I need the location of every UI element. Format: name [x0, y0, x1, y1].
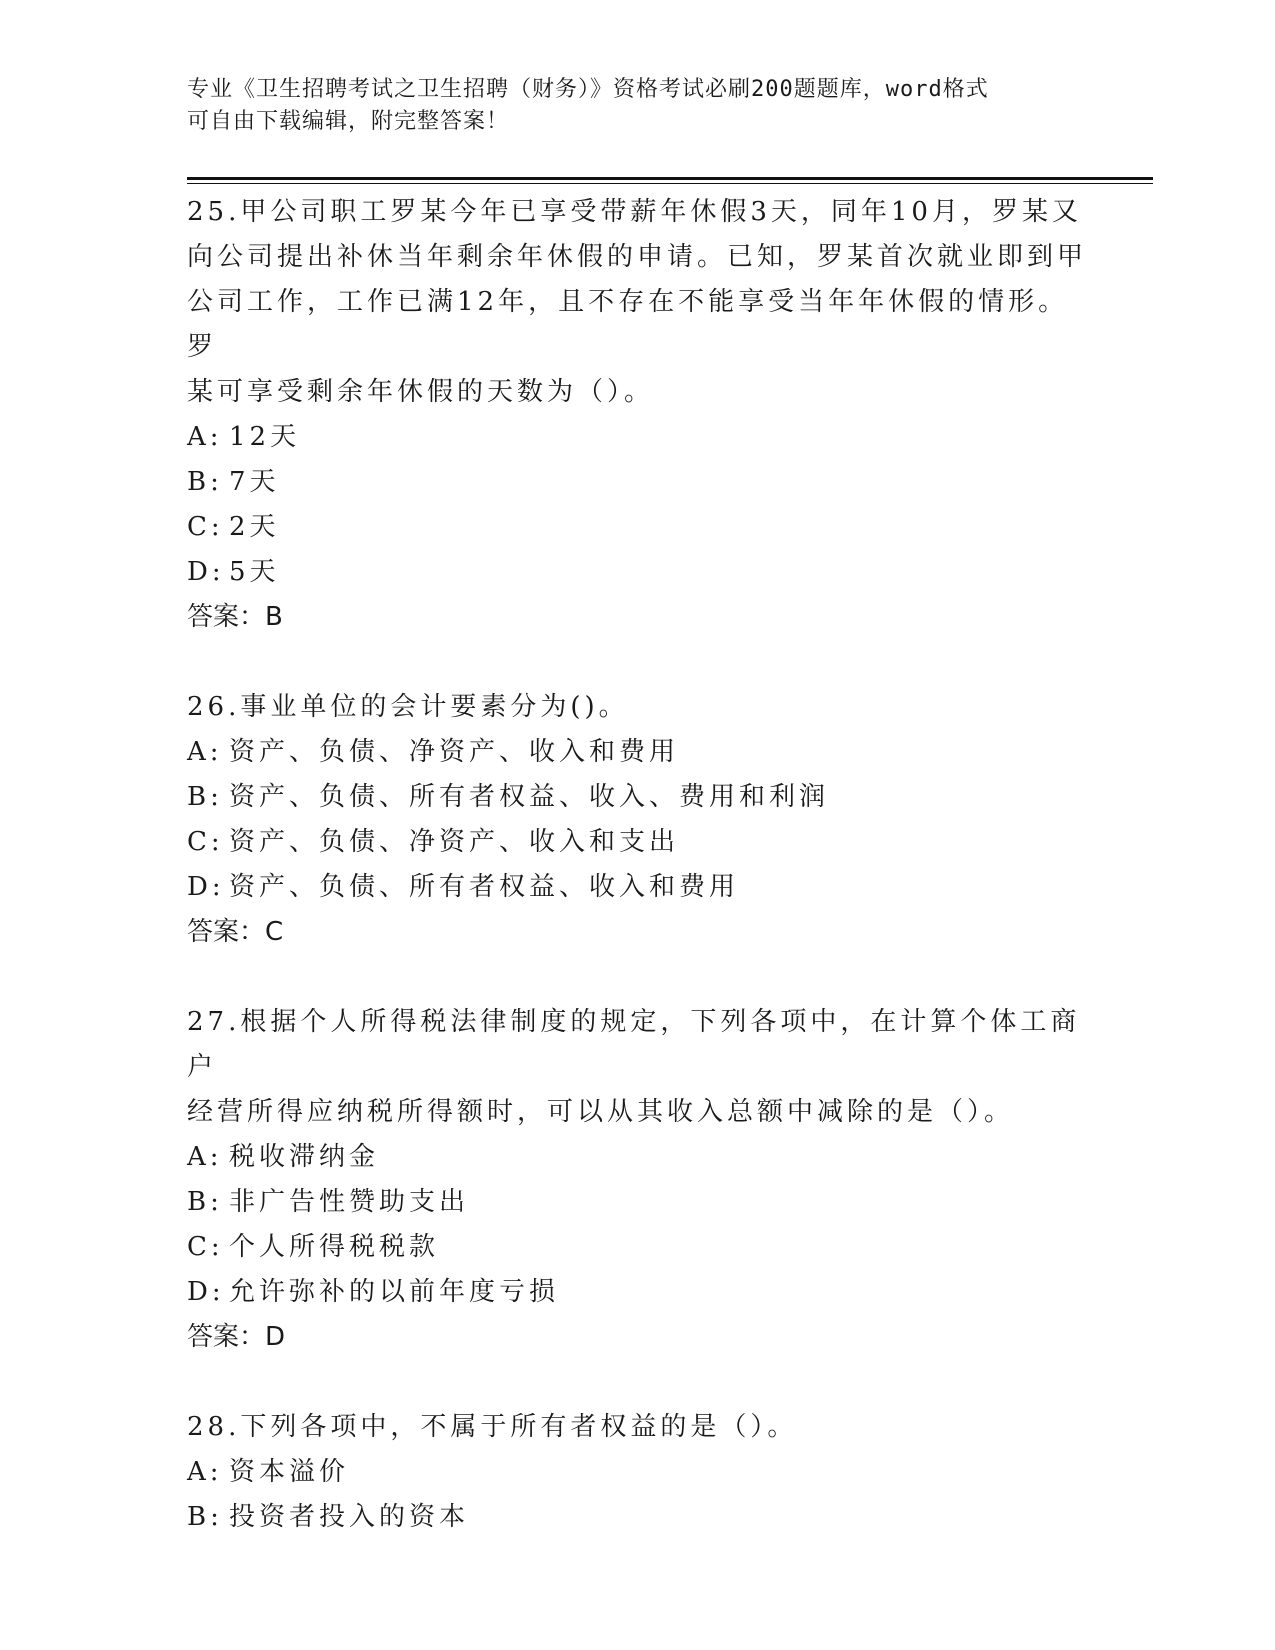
question-list	[187, 190, 1087, 1540]
option-letter: A:	[187, 1142, 223, 1172]
answer-line: 答案：D	[187, 1322, 286, 1352]
question-text-line: 某可享受剩余年休假的天数为（）。	[187, 377, 655, 407]
option-text: 资产、负债、所有者权益、收入、费用和利润	[229, 782, 830, 812]
option-d	[187, 1270, 1087, 1315]
question-text-line: 26.事业单位的会计要素分为()。	[187, 692, 629, 722]
question-text-line: 27.根据个人所得税法律制度的规定，下列各项中，在计算个体工商户	[187, 1007, 1081, 1082]
option-b	[187, 460, 1087, 505]
header-line-2: 可自由下载编辑，附完整答案！	[187, 109, 510, 134]
question-26	[187, 685, 1087, 955]
option-d	[187, 865, 1087, 910]
option-a	[187, 415, 1087, 460]
option-c	[187, 820, 1087, 865]
option-letter: D:	[187, 557, 225, 587]
question-text-line: 向公司提出补休当年剩余年休假的申请。已知，罗某首次就业即到甲	[187, 242, 1088, 272]
option-text: 资产、负债、净资产、收入和支出	[229, 827, 680, 857]
question-28	[187, 1405, 1087, 1540]
question-25	[187, 190, 1087, 640]
answer-line: 答案：C	[187, 917, 284, 947]
option-letter: B:	[187, 782, 223, 812]
option-letter: D:	[187, 1277, 225, 1307]
option-letter: A:	[187, 422, 223, 452]
option-letter: A:	[187, 737, 223, 767]
option-text: 投资者投入的资本	[229, 1502, 470, 1532]
option-text: 个人所得税税款	[229, 1232, 440, 1262]
document-header	[187, 74, 1067, 138]
question-spacer	[187, 955, 1087, 1000]
option-letter: B:	[187, 1502, 223, 1532]
option-letter: B:	[187, 467, 223, 497]
option-c	[187, 505, 1087, 550]
option-b	[187, 775, 1087, 820]
question-text-line: 公司工作，工作已满12年，且不存在不能享受当年年休假的情形。罗	[187, 287, 1069, 362]
header-line-1: 专业《卫生招聘考试之卫生招聘（财务）》资格考试必刷200题题库，word格式	[187, 77, 989, 102]
option-a	[187, 730, 1087, 775]
option-a	[187, 1135, 1087, 1180]
header-divider-thick	[187, 177, 1153, 180]
option-letter: C:	[187, 1232, 224, 1262]
question-27	[187, 1000, 1087, 1360]
option-letter: C:	[187, 512, 224, 542]
question-spacer	[187, 640, 1087, 685]
option-text: 资本溢价	[229, 1457, 350, 1487]
option-text: 2天	[229, 512, 280, 542]
question-text-line: 25.甲公司职工罗某今年已享受带薪年休假3天，同年10月，罗某又	[187, 197, 1082, 227]
answer-line: 答案：B	[187, 602, 283, 632]
option-text: 12天	[229, 422, 301, 452]
header-divider-thin	[187, 183, 1153, 184]
option-c	[187, 1225, 1087, 1270]
option-text: 资产、负债、净资产、收入和费用	[229, 737, 680, 767]
option-b	[187, 1495, 1087, 1540]
option-text: 资产、负债、所有者权益、收入和费用	[229, 872, 740, 902]
option-text: 5天	[229, 557, 280, 587]
question-text-line: 经营所得应纳税所得额时，可以从其收入总额中减除的是（）。	[187, 1097, 1015, 1127]
option-a	[187, 1450, 1087, 1495]
option-text: 7天	[229, 467, 280, 497]
option-b	[187, 1180, 1087, 1225]
option-letter: B:	[187, 1187, 223, 1217]
option-d	[187, 550, 1087, 595]
option-text: 非广告性赞助支出	[229, 1187, 470, 1217]
question-spacer	[187, 1360, 1087, 1405]
option-letter: A:	[187, 1457, 223, 1487]
option-letter: D:	[187, 872, 225, 902]
option-text: 税收滞纳金	[229, 1142, 380, 1172]
option-letter: C:	[187, 827, 224, 857]
option-text: 允许弥补的以前年度亏损	[229, 1277, 560, 1307]
question-text-line: 28.下列各项中，不属于所有者权益的是（）。	[187, 1412, 798, 1442]
